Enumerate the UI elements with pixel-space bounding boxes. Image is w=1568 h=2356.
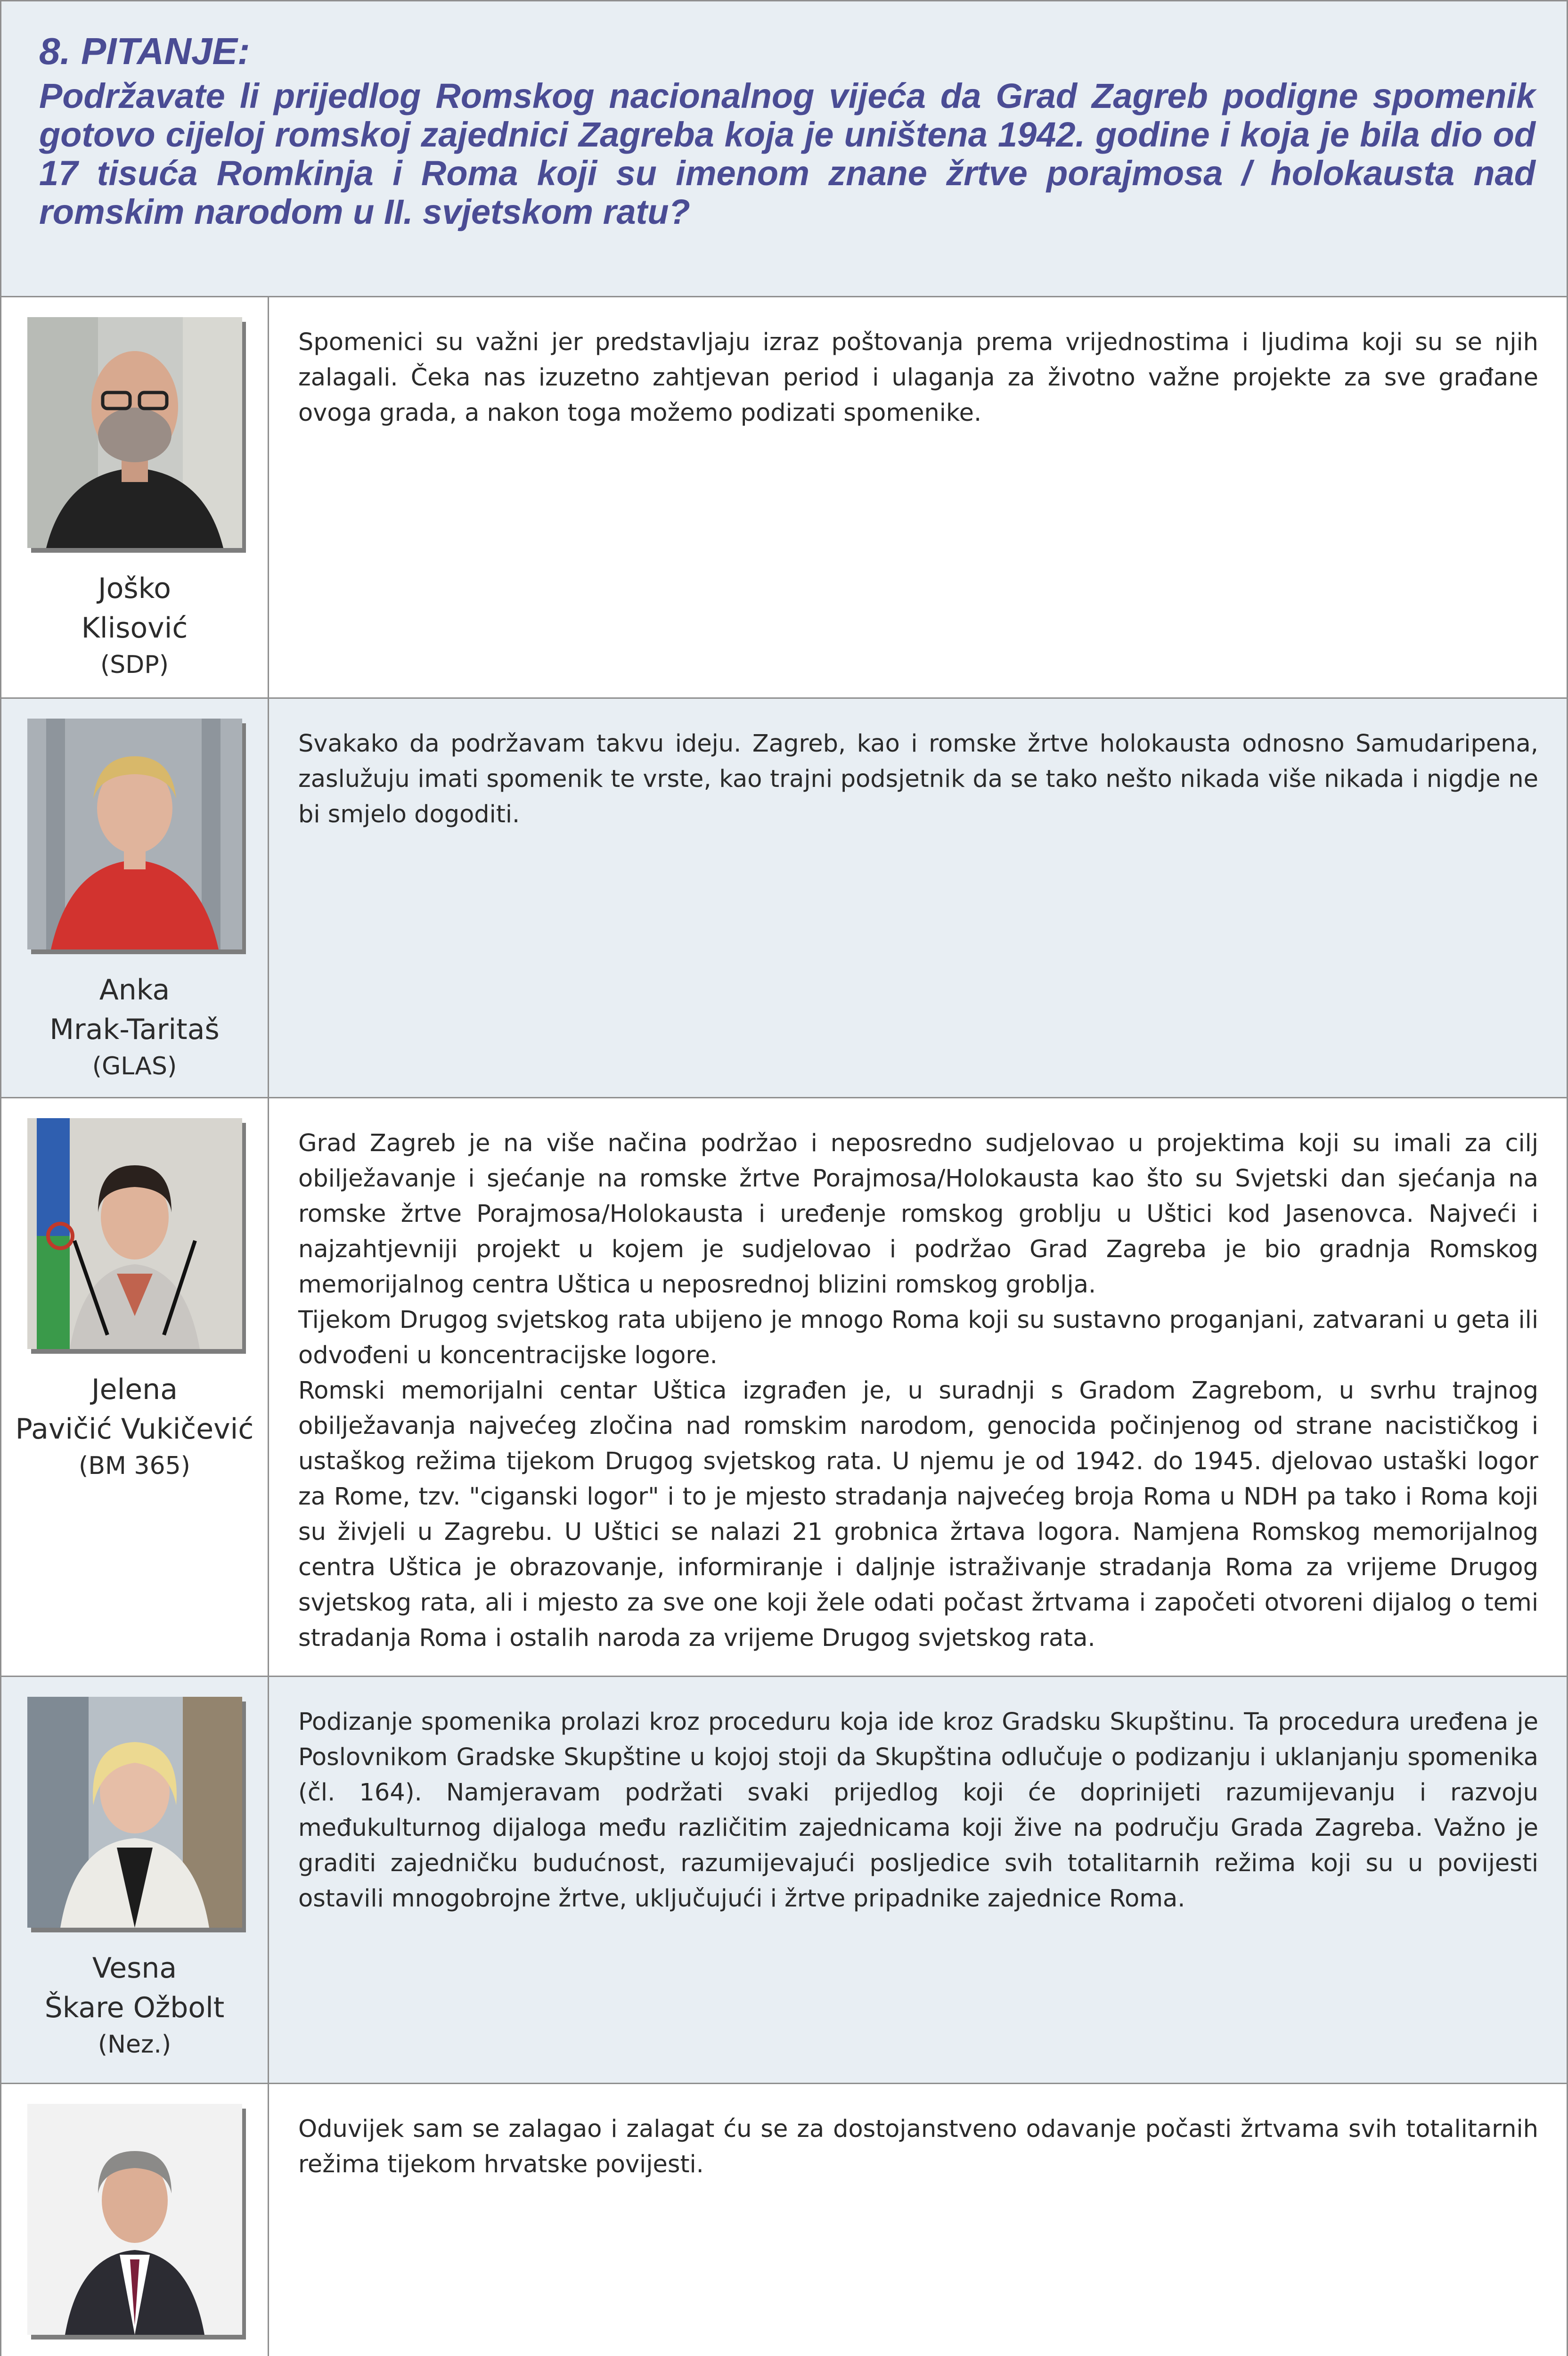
- candidate-name: [82, 569, 188, 648]
- candidate-party: (GLAS): [92, 1052, 177, 1080]
- candidate-photo-image: [27, 1697, 242, 1928]
- candidate-row: [1, 297, 1567, 699]
- candidate-profile: [1, 699, 269, 1097]
- candidate-name: [45, 1948, 225, 2028]
- candidate-photo-image: [27, 1118, 242, 1349]
- candidate-first-name: Vesna: [92, 1952, 177, 1985]
- candidate-first-name: Joško: [98, 572, 171, 605]
- candidate-photo: [27, 2104, 242, 2335]
- candidate-last-name: Škare Ožbolt: [44, 1991, 225, 2024]
- candidate-party: (BM 365): [79, 1452, 190, 1480]
- candidate-name: [16, 1370, 254, 1449]
- candidate-photo-image: [27, 317, 242, 548]
- candidate-last-name: Klisović: [81, 612, 188, 645]
- candidate-photo: [27, 317, 242, 548]
- answer-paragraph: Podizanje spomenika prolazi kroz proceduru koja ide kroz Gradsku Skupštinu. Ta procedura uređena je Poslovnikom Gradske Skupštine u kojoj stoji da Skupština odlučuje o podizanju i uklanjanju spomenika (čl. 164). Namjeravam podržati svaki prijedlog koji će doprinijeti razumijevanju i razvoju međukulturnog dijaloga među različitim zajednicama koji žive na području Grada Zagreba. Važno je graditi zajedničku budućnost, razumijevajući posljedice svih totalitarnih režima koji su u povijesti ostavili mnogobrojne žrtve, uključujući i žrtve pripadnike zajednice Roma.: [298, 1708, 1538, 1913]
- answer-paragraph: Svakako da podržavam takvu ideju. Zagreb, kao i romske žrtve holokausta odnosno Samudaripena, zaslužuju imati spomenik te vrste, kao trajni podsjetnik da se tako nešto nikada više nikada i nigdje ne bi smjelo dogoditi.: [298, 730, 1538, 828]
- candidate-photo: [27, 1697, 242, 1928]
- candidate-last-name: Pavičić Vukičević: [15, 1413, 254, 1446]
- candidate-photo: [27, 1118, 242, 1349]
- answer-paragraph: Tijekom Drugog svjetskog rata ubijeno je mnogo Roma koji su sustavno proganjani, zatvarani u geta ili odvođeni u koncentracijske logore.: [298, 1306, 1538, 1369]
- candidate-first-name: Anka: [99, 973, 170, 1006]
- answer-paragraph: Spomenici su važni jer predstavljaju izraz poštovanja prema vrijednostima i ljudima koji su se njih zalagali. Čeka nas izuzetno zahtjevan period i ulaganja za životno važne projekte za sve građane ovoga grada, a nakon toga možemo podizati spomenike.: [298, 328, 1538, 427]
- candidate-answer: [269, 1098, 1567, 1676]
- question-number: 8. PITANJE:: [39, 30, 250, 72]
- question-header: [1, 1, 1567, 297]
- answer-paragraph: Oduvijek sam se zalagao i zalagat ću se za dostojanstveno odavanje počasti žrtvama svih totalitarnih režima tijekom hrvatske povijesti.: [298, 2115, 1538, 2178]
- candidate-profile: [1, 1098, 269, 1676]
- candidate-answer: [269, 699, 1567, 1097]
- question-text: Podržavate li prijedlog Romskog nacionalnog vijeća da Grad Zagreb podigne spomenik gotovo cijeloj romskoj zajednici Zagreba koja je uništena 1942. godine i koja je bila dio od 17 tisuća Romkinja i Roma koji su imenom znane žrtve porajmosa / holokausta nad romskim narodom u II. svjetskom ratu?: [39, 76, 1535, 231]
- candidate-profile: [1, 2084, 269, 2356]
- candidate-row: [1, 2084, 1567, 2356]
- answer-paragraph: Romski memorijalni centar Uštica izgrađen je, u suradnji s Gradom Zagrebom, u svrhu trajnog obilježavanja najvećeg zločina nad romskim narodom, genocida počinjenog od strane nacističkog i ustaškog režima tijekom Drugog svjetskog rata. U njemu je od 1942. do 1945. djelovao ustaški logor za Rome, tzv. "ciganski logor" i to je mjesto stradanja najvećeg broja Roma u NDH pa tako i Roma koji su živjeli u Zagrebu. U Uštici se nalazi 21 grobnica žrtava logora. Namjena Romskog memorijalnog centra Uštica je obrazovanje, informiranje i daljnje istraživanje stradanja Roma za vrijeme Drugog svjetskog rata, ali i mjesto za sve one koji žele odati počast žrtvama i započeti otvoreni dijalog o temi stradanja Roma i ostalih naroda za vrijeme Drugog svjetskog rata.: [298, 1377, 1538, 1652]
- candidate-first-name: Jelena: [91, 1373, 178, 1406]
- candidate-answer: [269, 1677, 1567, 2083]
- candidate-name: [49, 970, 219, 1049]
- candidate-party: (Nez.): [98, 2030, 172, 2059]
- candidate-profile: [1, 1677, 269, 2083]
- candidate-last-name: Mrak-Taritaš: [49, 1013, 220, 1046]
- candidate-row: [1, 1098, 1567, 1677]
- candidate-photo: [27, 719, 242, 949]
- candidate-row: [1, 699, 1567, 1098]
- candidate-answer: [269, 297, 1567, 697]
- candidate-photo-image: [27, 2104, 242, 2335]
- candidate-profile: [1, 297, 269, 697]
- candidate-answer: [269, 2084, 1567, 2356]
- candidate-photo-image: [27, 719, 242, 949]
- answer-paragraph: Grad Zagreb je na više načina podržao i neposredno sudjelovao u projektima koji su imali za cilj obilježavanje i sjećanje na romske žrtve Porajmosa/Holokausta kao što su Svjetski dan sjećanja na romske žrtve Porajmosa/Holokausta i uređenje romskog groblju u Uštici kod Jasenovca. Najveći i najzahtjevniji projekt u kojem je sudjelovao i podržao Grad Zagreba je bio gradnja Romskog memorijalnog centra Uštica u neposrednoj blizini romskog groblja.: [298, 1129, 1538, 1299]
- candidate-row: [1, 1677, 1567, 2084]
- candidate-party: (SDP): [100, 651, 169, 679]
